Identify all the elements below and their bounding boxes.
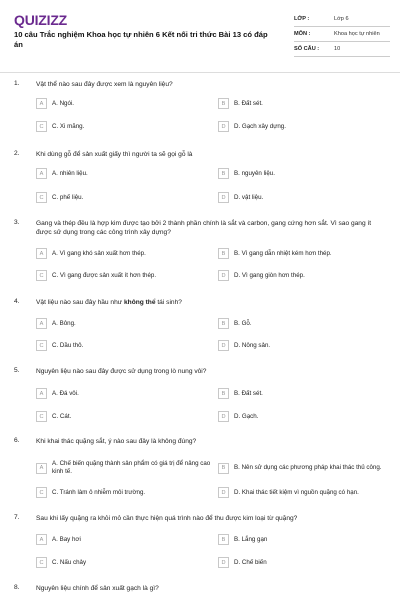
option-letter-box: A xyxy=(36,388,47,399)
option-text: C. Cát. xyxy=(52,412,72,420)
question-number: 5. xyxy=(14,367,20,374)
question-5 xyxy=(14,367,390,427)
question-text: Sau khi lấy quặng ra khỏi mỏ cần thực hiện quá trình nào để thu được kim loại từ quặng? xyxy=(36,515,298,522)
option-text: D. vật liệu. xyxy=(234,193,264,201)
question-text: Nguyên liệu nào sau đây được sử dụng trong lò nung vôi? xyxy=(36,368,207,375)
option-letter-box: C xyxy=(36,340,47,351)
option-letter-box: C xyxy=(36,270,47,281)
question-number: 1. xyxy=(14,80,20,87)
option-letter-box: B xyxy=(218,318,229,329)
option-letter-box: D xyxy=(218,411,229,422)
option-text: B. Đất sét. xyxy=(234,99,263,107)
header-divider xyxy=(0,72,400,73)
question-text: Khi khai thác quặng sắt, ý nào sau đây là không đúng? xyxy=(36,438,197,445)
option-letter-box: B xyxy=(218,534,229,545)
option-text: B. Nên sử dụng các phương pháp khai thác thủ công. xyxy=(234,464,382,471)
option-a[interactable] xyxy=(36,98,204,109)
option-text: A. Bông. xyxy=(52,319,76,327)
option-b[interactable] xyxy=(218,388,386,399)
option-d[interactable] xyxy=(218,121,386,132)
meta-value: Lớp 6 xyxy=(334,16,349,22)
option-d[interactable] xyxy=(218,270,386,281)
option-c[interactable] xyxy=(36,270,204,281)
option-text: B. Vì gang dẫn nhiệt kém hơn thép. xyxy=(234,249,332,257)
option-text: B. Lắng gạn xyxy=(234,535,268,543)
option-letter-box: D xyxy=(218,270,229,281)
page-header xyxy=(0,0,400,62)
option-text: C. phế liệu. xyxy=(52,193,84,201)
option-letter-box: A xyxy=(36,168,47,179)
meta-row-count xyxy=(294,42,390,57)
option-letter-box: C xyxy=(36,487,47,498)
option-a[interactable] xyxy=(36,318,204,329)
option-c[interactable] xyxy=(36,192,204,203)
question-number: 4. xyxy=(14,298,20,305)
option-text: A. nhiên liệu. xyxy=(52,169,88,177)
option-b[interactable] xyxy=(218,318,386,329)
option-letter-box: D xyxy=(218,121,229,132)
question-7 xyxy=(14,514,390,574)
option-text: D. Chế biến xyxy=(234,558,267,566)
option-letter-box: A xyxy=(36,98,47,109)
option-text: C. Vì gang được sản xuất ít hơn thép. xyxy=(52,271,157,279)
option-c[interactable] xyxy=(36,411,204,422)
option-b[interactable] xyxy=(218,460,394,476)
meta-value: 10 xyxy=(334,46,341,52)
meta-row-class xyxy=(294,12,390,27)
option-letter-box: B xyxy=(218,388,229,399)
option-b[interactable] xyxy=(218,534,386,545)
option-letter-box: C xyxy=(36,411,47,422)
question-number: 2. xyxy=(14,150,20,157)
question-number: 8. xyxy=(14,584,20,591)
option-text: C. Dầu thô. xyxy=(52,341,84,349)
question-1 xyxy=(14,80,390,140)
question-8 xyxy=(14,584,390,596)
question-text: Vật thể nào sau đây được xem là nguyên liệu? xyxy=(36,81,173,88)
meta-value: Khoa học tự nhiên xyxy=(334,31,380,37)
quizizz-logo: QUIZIZZ xyxy=(14,12,68,28)
option-letter-box: A xyxy=(36,318,47,329)
option-text: C. Xi măng. xyxy=(52,122,85,130)
document-title: 10 câu Trắc nghiệm Khoa học tự nhiên 6 Kết nối tri thức Bài 13 có đáp án xyxy=(14,30,268,49)
option-text: D. Vì gang giòn hơn thép. xyxy=(234,271,305,279)
question-3 xyxy=(14,219,390,289)
option-c[interactable] xyxy=(36,487,204,498)
option-c[interactable] xyxy=(36,340,204,351)
option-c[interactable] xyxy=(36,557,204,568)
meta-row-subject xyxy=(294,27,390,42)
option-text: A. Chế biến quặng thành sản phẩm có giá trị để nâng cao kinh tế. xyxy=(52,460,211,475)
option-text: D. Gạch xây dựng. xyxy=(234,122,286,130)
option-d[interactable] xyxy=(218,192,386,203)
option-d[interactable] xyxy=(218,340,386,351)
option-letter-box: B xyxy=(218,168,229,179)
option-letter-box: D xyxy=(218,192,229,203)
option-letter-box: D xyxy=(218,340,229,351)
option-letter-box: C xyxy=(36,192,47,203)
option-text: A. Vì gang khó sản xuất hơn thép. xyxy=(52,249,146,257)
question-6 xyxy=(14,437,390,503)
option-letter-box: B xyxy=(218,463,229,474)
option-letter-box: A xyxy=(36,463,47,474)
option-letter-box: B xyxy=(218,248,229,259)
option-letter-box: B xyxy=(218,98,229,109)
option-text: A. Bay hơi xyxy=(52,535,81,543)
option-d[interactable] xyxy=(218,557,386,568)
option-text: A. Ngói. xyxy=(52,99,75,107)
option-letter-box: C xyxy=(36,121,47,132)
question-4 xyxy=(14,298,390,358)
option-letter-box: D xyxy=(218,487,229,498)
option-a[interactable] xyxy=(36,248,204,259)
question-number: 3. xyxy=(14,219,20,226)
option-text: C. Nấu chảy xyxy=(52,558,87,566)
option-text: D. Khai thác tiết kiệm vì nguồn quặng có hạn. xyxy=(234,488,359,496)
question-text: Gang và thép đều là hợp kim được tạo bởi 2 thành phần chính là sắt và carbon, gang cứng hơn sắt. Vì sao gang ít được sử dụng trong các công trình xây dựng? xyxy=(36,220,372,236)
meta-label: LỚP : xyxy=(294,16,310,22)
option-c[interactable] xyxy=(36,121,204,132)
option-text: A. Đá vôi. xyxy=(52,389,79,397)
option-a[interactable] xyxy=(36,388,204,399)
option-text: C. Tránh làm ô nhiễm môi trường. xyxy=(52,488,146,496)
question-text-part: tái sinh? xyxy=(155,299,182,306)
option-letter-box: A xyxy=(36,534,47,545)
question-2 xyxy=(14,150,390,210)
question-text-emphasis: không thể xyxy=(124,299,156,306)
meta-label: SỐ CÂU : xyxy=(294,46,320,52)
question-number: 7. xyxy=(14,514,20,521)
option-b[interactable] xyxy=(218,168,386,179)
question-text: Khi dùng gỗ để sản xuất giấy thì người ta sẽ gọi gỗ là xyxy=(36,151,193,158)
option-letter-box: D xyxy=(218,557,229,568)
question-text-part: Vật liệu nào sau đây hầu như xyxy=(36,299,124,306)
option-text: B. Gỗ. xyxy=(234,319,252,327)
option-a[interactable] xyxy=(36,534,204,545)
meta-label: MÔN : xyxy=(294,31,311,37)
option-text: D. Nông sản. xyxy=(234,341,271,349)
option-a[interactable] xyxy=(36,460,212,476)
option-b[interactable] xyxy=(218,98,386,109)
meta-table xyxy=(294,12,390,57)
option-letter-box: C xyxy=(36,557,47,568)
option-text: D. Gạch. xyxy=(234,412,259,420)
question-text: Nguyên liệu chính để sản xuất gạch là gì? xyxy=(36,585,159,592)
option-text: B. nguyên liệu. xyxy=(234,169,275,177)
option-d[interactable] xyxy=(218,487,394,498)
option-d[interactable] xyxy=(218,411,386,422)
question-number: 6. xyxy=(14,437,20,444)
option-text: B. Đất sét. xyxy=(234,389,263,397)
option-letter-box: A xyxy=(36,248,47,259)
question-text xyxy=(36,298,386,307)
option-b[interactable] xyxy=(218,248,386,259)
option-a[interactable] xyxy=(36,168,204,179)
